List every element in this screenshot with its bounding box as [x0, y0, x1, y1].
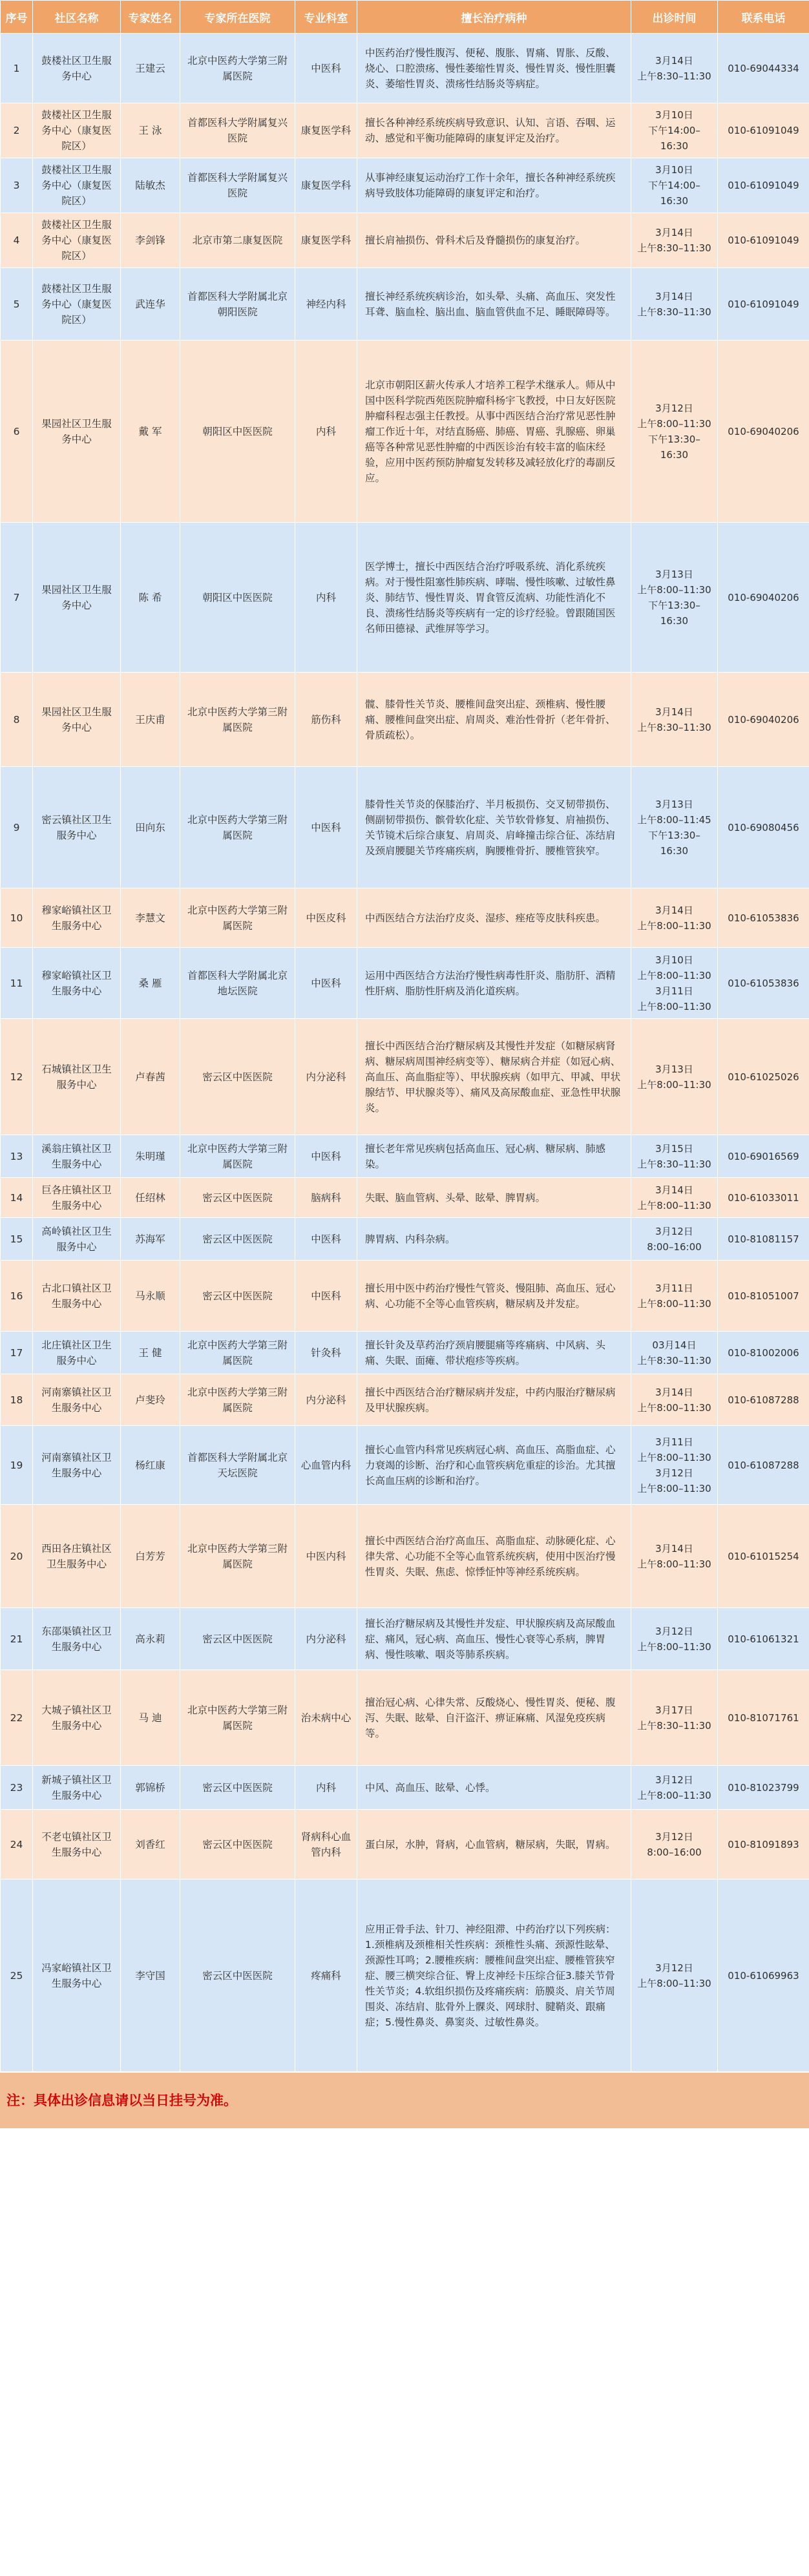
- cell-visit-time: [631, 213, 718, 268]
- cell-phone: 010-61069963: [718, 1880, 809, 2072]
- table-row: [1, 948, 809, 1019]
- cell-community: 高岭镇社区卫生服务中心: [33, 1218, 121, 1261]
- cell-no: 3: [1, 158, 33, 213]
- cell-phone: 010-69080456: [718, 767, 809, 888]
- cell-department: 疼痛科: [295, 1880, 357, 2072]
- cell-phone: 010-81091893: [718, 1810, 809, 1880]
- cell-hospital: 密云区中医医院: [180, 1019, 295, 1135]
- cell-department: 内科: [295, 340, 357, 523]
- visit-time-line: 上午8:00–11:30: [637, 919, 711, 932]
- cell-specialty: 髋、膝骨性关节炎、腰椎间盘突出症、颈椎病、慢性腰痛、腰椎间盘突出症、肩周炎、难治性骨折（老年骨折、骨质疏松）。: [357, 673, 631, 767]
- cell-expert-name: 朱明瑾: [121, 1135, 180, 1178]
- cell-community: 大城子镇社区卫生服务中心: [33, 1670, 121, 1766]
- cell-no: 15: [1, 1218, 33, 1261]
- table-row: [1, 1426, 809, 1505]
- visit-time-line: 03月14日: [652, 1339, 697, 1351]
- visit-time-line: 上午8:00–11:30: [637, 1640, 711, 1653]
- visit-time-line: 3月11日: [655, 985, 693, 997]
- cell-community: 东邵渠镇社区卫生服务中心: [33, 1608, 121, 1670]
- cell-visit-time: [631, 1426, 718, 1505]
- cell-hospital: 首都医科大学附属北京天坛医院: [180, 1426, 295, 1505]
- cell-department: 筋伤科: [295, 673, 357, 767]
- table-row: [1, 268, 809, 340]
- cell-expert-name: 武连华: [121, 268, 180, 340]
- table-row: [1, 1670, 809, 1766]
- cell-community: 河南寨镇社区卫生服务中心: [33, 1426, 121, 1505]
- cell-department: 康复医学科: [295, 103, 357, 158]
- cell-expert-name: 李剑锋: [121, 213, 180, 268]
- cell-visit-time: [631, 1019, 718, 1135]
- visit-time-line: 上午8:00–11:30: [637, 1451, 711, 1463]
- cell-community: 西田各庄镇社区卫生服务中心: [33, 1505, 121, 1608]
- cell-community: 鼓楼社区卫生服务中心（康复医院区）: [33, 268, 121, 340]
- cell-no: 7: [1, 523, 33, 673]
- cell-specialty: 中医药治疗慢性腹泻、便秘、腹胀、胃痛、胃胀、反酸、烧心、口腔溃疡、慢性萎缩性胃炎、慢性胃炎、慢性胆囊炎、萎缩性胃炎、溃疡性结肠炎等病症。: [357, 34, 631, 103]
- cell-specialty: 北京市朝阳区薪火传承人才培养工程学术继承人。师从中国中医科学院西苑医院肿瘤科杨宇飞教授，中日友好医院肿瘤科程志强主任教授。从事中西医结合治疗常见恶性肿瘤工作近十年，对结直肠癌、肺癌、胃癌、乳腺癌、卵巢癌等各种常见恶性肿瘤的中西医诊治有较丰富的临床经验，应用中医药预防肿瘤复发转移及减轻放化疗的毒副反应。: [357, 340, 631, 523]
- cell-expert-name: 陆敏杰: [121, 158, 180, 213]
- visit-time-line: 3月11日: [655, 1436, 693, 1448]
- cell-department: 康复医学科: [295, 213, 357, 268]
- cell-expert-name: 李慧文: [121, 888, 180, 948]
- cell-phone: 010-61025026: [718, 1019, 809, 1135]
- cell-no: 9: [1, 767, 33, 888]
- cell-phone: 010-61087288: [718, 1426, 809, 1505]
- cell-expert-name: 卢斐玲: [121, 1374, 180, 1426]
- visit-time-line: 3月12日: [655, 1625, 693, 1637]
- visit-time-line: 3月13日: [655, 568, 693, 580]
- visit-time-line: 3月15日: [655, 1142, 693, 1155]
- cell-specialty: 擅长中西医结合治疗糖尿病及其慢性并发症（如糖尿病肾病、糖尿病周围神经病变等）、糖尿病合并症（如冠心病、高血压、高血脂症等）、甲状腺疾病（如甲亢、甲减、甲状腺结节、甲状腺炎等）、痛风及高尿酸血症、亚急性甲状腺炎。: [357, 1019, 631, 1135]
- cell-specialty: 擅长治疗糖尿病及其慢性并发症、甲状腺疾病及高尿酸血症、痛风，冠心病、高血压、慢性心衰等心系病，脾胃病、慢性咳嗽、咽炎等肺系疾病。: [357, 1608, 631, 1670]
- cell-expert-name: 任绍林: [121, 1178, 180, 1218]
- cell-specialty: 擅治冠心病、心律失常、反酸烧心、慢性胃炎、便秘、腹泻、失眠、眩晕、自汗盗汗、痹证麻痛、风湿免疫疾病等。: [357, 1670, 631, 1766]
- cell-department: 肾病科心血管内科: [295, 1810, 357, 1880]
- cell-no: 13: [1, 1135, 33, 1178]
- cell-community: 冯家峪镇社区卫生服务中心: [33, 1880, 121, 2072]
- header-community: 社区名称: [33, 1, 121, 34]
- visit-time-line: 3月12日: [655, 1467, 693, 1479]
- visit-time-line: 3月13日: [655, 798, 693, 810]
- cell-expert-name: 苏海军: [121, 1218, 180, 1261]
- cell-hospital: 密云区中医医院: [180, 1810, 295, 1880]
- cell-phone: 010-69040206: [718, 340, 809, 523]
- cell-expert-name: 桑 雁: [121, 948, 180, 1019]
- visit-time-line: 上午8:00–11:30: [637, 1199, 711, 1211]
- visit-time-line: 上午8:00–11:30: [637, 1401, 711, 1414]
- cell-specialty: 运用中西医结合方法治疗慢性病毒性肝炎、脂肪肝、酒精性肝病、脂肪性肝病及消化道疾病。: [357, 948, 631, 1019]
- cell-visit-time: [631, 1332, 718, 1374]
- cell-department: 中医科: [295, 34, 357, 103]
- cell-expert-name: 卢春茜: [121, 1019, 180, 1135]
- cell-department: 中医科: [295, 1218, 357, 1261]
- table-row: [1, 1810, 809, 1880]
- table-row: [1, 1880, 809, 2072]
- cell-hospital: 北京中医药大学第三附属医院: [180, 888, 295, 948]
- visit-time-line: 上午8:00–11:30: [637, 1789, 711, 1801]
- cell-visit-time: [631, 1670, 718, 1766]
- cell-phone: 010-69040206: [718, 523, 809, 673]
- cell-community: 果园社区卫生服务中心: [33, 340, 121, 523]
- visit-time-line: 下午13:30–16:30: [648, 599, 700, 627]
- cell-hospital: 北京中医药大学第三附属医院: [180, 767, 295, 888]
- visit-time-line: 上午8:00–11:30: [637, 1977, 711, 1989]
- cell-department: 中医皮科: [295, 888, 357, 948]
- cell-department: 内分泌科: [295, 1608, 357, 1670]
- cell-phone: 010-81071761: [718, 1670, 809, 1766]
- cell-specialty: 擅长中西医结合治疗高血压、高脂血症、动脉硬化症、心律失常、心功能不全等心血管系统疾病，使用中医治疗慢性胃炎、失眠、焦虑、惊悸怔忡等神经系统疾病。: [357, 1505, 631, 1608]
- cell-expert-name: 王建云: [121, 34, 180, 103]
- cell-specialty: 应用正骨手法、针刀、神经阻滞、中药治疗以下列疾病：1.颈椎病及颈椎相关性疾病：颈椎性头痛、颈源性眩晕、颈源性耳鸣；2.腰椎疾病：腰椎间盘突出症、腰椎管狭窄症、腰三横突综合征、臀上皮神经卡压综合征3.膝关节骨性关节炎；4.软组织损伤及疼痛疾病：筋膜炎、肩关节周围炎、冻结肩、肱骨外上髁炎、网球肘、腱鞘炎、跟痛症；5.慢性鼻炎、鼻窦炎、过敏性鼻炎。: [357, 1880, 631, 2072]
- cell-phone: 010-61053836: [718, 888, 809, 948]
- cell-visit-time: [631, 1135, 718, 1178]
- cell-hospital: 首都医科大学附属复兴医院: [180, 158, 295, 213]
- cell-no: 21: [1, 1608, 33, 1670]
- cell-phone: 010-61087288: [718, 1374, 809, 1426]
- footer-note: 注：具体出诊信息请以当日挂号为准。: [0, 2072, 809, 2128]
- cell-phone: 010-61091049: [718, 103, 809, 158]
- table-row: [1, 340, 809, 523]
- cell-hospital: 北京中医药大学第三附属医院: [180, 1135, 295, 1178]
- visit-time-line: 3月10日: [655, 109, 693, 121]
- cell-phone: 010-61015254: [718, 1505, 809, 1608]
- header-specialty: 擅长治疗病种: [357, 1, 631, 34]
- visit-time-line: 3月10日: [655, 164, 693, 176]
- visit-time-line: 3月14日: [655, 1542, 693, 1555]
- cell-community: 北庄镇社区卫生服务中心: [33, 1332, 121, 1374]
- visit-time-line: 3月14日: [655, 290, 693, 302]
- cell-hospital: 密云区中医医院: [180, 1178, 295, 1218]
- cell-phone: 010-61091049: [718, 213, 809, 268]
- cell-community: 石城镇社区卫生服务中心: [33, 1019, 121, 1135]
- cell-hospital: 朝阳区中医医院: [180, 340, 295, 523]
- table-row: [1, 523, 809, 673]
- cell-expert-name: 高永莉: [121, 1608, 180, 1670]
- cell-specialty: 擅长老年常见疾病包括高血压、冠心病、糖尿病、肺感染。: [357, 1135, 631, 1178]
- header-no: 序号: [1, 1, 33, 34]
- cell-expert-name: 郭锦桥: [121, 1766, 180, 1810]
- cell-phone: 010-61033011: [718, 1178, 809, 1218]
- cell-specialty: 膝骨性关节炎的保膝治疗、半月板损伤、交叉韧带损伤、侧副韧带损伤、髌骨软化症、关节软骨修复、肩袖损伤、关节镜术后综合康复、肩周炎、肩峰撞击综合征、冻结肩及颈肩腰腿关节疼痛疾病，胸腰椎骨折、腰椎管狭窄。: [357, 767, 631, 888]
- cell-expert-name: 白芳芳: [121, 1505, 180, 1608]
- visit-time-line: 上午8:30–11:30: [637, 1354, 711, 1367]
- table-row: [1, 767, 809, 888]
- cell-specialty: 擅长用中医中药治疗慢性气管炎、慢阻肺、高血压、冠心病、心功能不全等心血管疾病，糖尿病及并发症。: [357, 1261, 631, 1332]
- cell-phone: 010-69016569: [718, 1135, 809, 1178]
- cell-specialty: 中风、高血压、眩晕、心悸。: [357, 1766, 631, 1810]
- cell-expert-name: 陈 希: [121, 523, 180, 673]
- cell-visit-time: [631, 1880, 718, 2072]
- header-phone: 联系电话: [718, 1, 809, 34]
- cell-hospital: 密云区中医医院: [180, 1880, 295, 2072]
- visit-time-line: 上午8:30–11:30: [637, 1719, 711, 1732]
- cell-specialty: 蛋白尿，水肿，肾病，心血管病，糖尿病，失眠，胃病。: [357, 1810, 631, 1880]
- visit-time-line: 上午8:30–11:30: [637, 1158, 711, 1170]
- visit-time-line: 3月12日: [655, 402, 693, 414]
- cell-phone: 010-81023799: [718, 1766, 809, 1810]
- cell-specialty: 从事神经康复运动治疗工作十余年，擅长各种神经系统疾病导致肢体功能障碍的康复评定和治疗。: [357, 158, 631, 213]
- cell-specialty: 脾胃病、内科杂病。: [357, 1218, 631, 1261]
- visit-time-line: 上午8:00–11:45: [637, 813, 711, 826]
- cell-department: 中医科: [295, 1135, 357, 1178]
- table-row: [1, 213, 809, 268]
- visit-time-line: 上午8:00–11:30: [637, 1078, 711, 1091]
- cell-community: 穆家峪镇社区卫生服务中心: [33, 888, 121, 948]
- cell-hospital: 北京市第二康复医院: [180, 213, 295, 268]
- visit-time-line: 3月12日: [655, 1962, 693, 1974]
- visit-time-line: 3月12日: [655, 1225, 693, 1237]
- visit-time-line: 3月14日: [655, 1386, 693, 1398]
- cell-visit-time: [631, 1810, 718, 1880]
- cell-specialty: 擅长各种神经系统疾病导致意识、认知、言语、吞咽、运动、感觉和平衡功能障碍的康复评定及治疗。: [357, 103, 631, 158]
- cell-no: 18: [1, 1374, 33, 1426]
- cell-specialty: 擅长肩袖损伤、骨科术后及脊髓损伤的康复治疗。: [357, 213, 631, 268]
- table-row: [1, 888, 809, 948]
- visit-time-line: 上午8:00–11:30: [637, 583, 711, 596]
- cell-community: 鼓楼社区卫生服务中心（康复医院区）: [33, 103, 121, 158]
- cell-specialty: 擅长中西医结合治疗糖尿病并发症，中药内服治疗糖尿病及甲状腺疾病。: [357, 1374, 631, 1426]
- cell-hospital: 北京中医药大学第三附属医院: [180, 673, 295, 767]
- cell-hospital: 首都医科大学附属北京地坛医院: [180, 948, 295, 1019]
- cell-no: 12: [1, 1019, 33, 1135]
- cell-phone: 010-61091049: [718, 158, 809, 213]
- cell-community: 河南寨镇社区卫生服务中心: [33, 1374, 121, 1426]
- cell-department: 内科: [295, 1766, 357, 1810]
- cell-specialty: 擅长心血管内科常见疾病冠心病、高血压、高脂血症、心力衰竭的诊断、治疗和心血管疾病危重症的诊治。尤其擅长高血压病的诊断和治疗。: [357, 1426, 631, 1505]
- cell-phone: 010-69040206: [718, 673, 809, 767]
- table-row: [1, 1178, 809, 1218]
- cell-hospital: 北京中医药大学第三附属医院: [180, 1332, 295, 1374]
- cell-visit-time: [631, 523, 718, 673]
- cell-no: 11: [1, 948, 33, 1019]
- cell-specialty: 失眠、脑血管病、头晕、眩晕、脾胃病。: [357, 1178, 631, 1218]
- cell-no: 4: [1, 213, 33, 268]
- cell-community: 密云镇社区卫生服务中心: [33, 767, 121, 888]
- cell-no: 6: [1, 340, 33, 523]
- cell-no: 2: [1, 103, 33, 158]
- table-header-row: [1, 1, 809, 34]
- cell-visit-time: [631, 1608, 718, 1670]
- table-row: [1, 158, 809, 213]
- cell-department: 中医科: [295, 767, 357, 888]
- visit-time-line: 下午14:00–16:30: [648, 125, 700, 152]
- cell-hospital: 北京中医药大学第三附属医院: [180, 1505, 295, 1608]
- cell-phone: 010-69044334: [718, 34, 809, 103]
- cell-no: 23: [1, 1766, 33, 1810]
- visit-time-line: 上午8:30–11:30: [637, 242, 711, 254]
- table-row: [1, 1261, 809, 1332]
- visit-time-line: 3月10日: [655, 954, 693, 966]
- cell-visit-time: [631, 34, 718, 103]
- cell-visit-time: [631, 158, 718, 213]
- cell-visit-time: [631, 1374, 718, 1426]
- cell-specialty: 擅长神经系统疾病诊治，如头晕、头痛、高血压、突发性耳聋、脑血栓、脑出血、脑血管供血不足、睡眠障碍等。: [357, 268, 631, 340]
- visit-time-line: 3月11日: [655, 1282, 693, 1294]
- cell-community: 溪翁庄镇社区卫生服务中心: [33, 1135, 121, 1178]
- cell-community: 鼓楼社区卫生服务中心（康复医院区）: [33, 158, 121, 213]
- cell-hospital: 密云区中医医院: [180, 1766, 295, 1810]
- visit-time-line: 上午8:00–11:30: [637, 1482, 711, 1494]
- visit-time-line: 3月14日: [655, 54, 693, 67]
- cell-visit-time: [631, 948, 718, 1019]
- cell-hospital: 密云区中医医院: [180, 1218, 295, 1261]
- header-visit-time: 出诊时间: [631, 1, 718, 34]
- table-row: [1, 1019, 809, 1135]
- cell-department: 神经内科: [295, 268, 357, 340]
- visit-time-line: 上午8:00–11:30: [637, 1000, 711, 1012]
- visit-time-line: 上午8:30–11:30: [637, 306, 711, 318]
- cell-department: 心血管内科: [295, 1426, 357, 1505]
- cell-expert-name: 马 迪: [121, 1670, 180, 1766]
- table-row: [1, 1332, 809, 1374]
- visit-time-line: 3月14日: [655, 1184, 693, 1196]
- cell-visit-time: [631, 767, 718, 888]
- visit-time-line: 3月12日: [655, 1830, 693, 1843]
- cell-expert-name: 马永顺: [121, 1261, 180, 1332]
- cell-no: 1: [1, 34, 33, 103]
- cell-phone: 010-61053836: [718, 948, 809, 1019]
- cell-department: 中医内科: [295, 1505, 357, 1608]
- header-department: 专业科室: [295, 1, 357, 34]
- cell-department: 内分泌科: [295, 1374, 357, 1426]
- cell-no: 19: [1, 1426, 33, 1505]
- cell-phone: 010-61061321: [718, 1608, 809, 1670]
- visit-time-line: 上午8:00–11:30: [637, 1558, 711, 1570]
- header-hospital: 专家所在医院: [180, 1, 295, 34]
- cell-community: 不老屯镇社区卫生服务中心: [33, 1810, 121, 1880]
- visit-time-line: 3月17日: [655, 1704, 693, 1716]
- cell-expert-name: 田向东: [121, 767, 180, 888]
- cell-specialty: 医学博士，擅长中西医结合治疗呼吸系统、消化系统疾病。对于慢性阻塞性肺疾病、哮喘、慢性咳嗽、过敏性鼻炎、肺结节、慢性胃炎、胃食管反流病、功能性消化不良、溃疡性结肠炎等疾病有一定的诊疗经验。曾跟随国医名师田德禄、武维屏等学习。: [357, 523, 631, 673]
- cell-hospital: 密云区中医医院: [180, 1608, 295, 1670]
- cell-hospital: 密云区中医医院: [180, 1261, 295, 1332]
- cell-department: 针灸科: [295, 1332, 357, 1374]
- cell-no: 8: [1, 673, 33, 767]
- cell-hospital: 首都医科大学附属复兴医院: [180, 103, 295, 158]
- cell-visit-time: [631, 888, 718, 948]
- cell-visit-time: [631, 1505, 718, 1608]
- cell-department: 脑病科: [295, 1178, 357, 1218]
- cell-department: 内科: [295, 523, 357, 673]
- visit-time-line: 3月12日: [655, 1774, 693, 1786]
- cell-hospital: 北京中医药大学第三附属医院: [180, 1374, 295, 1426]
- cell-community: 穆家峪镇社区卫生服务中心: [33, 948, 121, 1019]
- table-row: [1, 34, 809, 103]
- visit-time-line: 上午8:00–11:30: [637, 417, 711, 430]
- table-row: [1, 1608, 809, 1670]
- visit-time-line: 下午13:30–16:30: [648, 829, 700, 857]
- cell-expert-name: 刘香红: [121, 1810, 180, 1880]
- cell-community: 古北口镇社区卫生服务中心: [33, 1261, 121, 1332]
- cell-hospital: 首都医科大学附属北京朝阳医院: [180, 268, 295, 340]
- cell-visit-time: [631, 268, 718, 340]
- header-expert-name: 专家姓名: [121, 1, 180, 34]
- cell-visit-time: [631, 340, 718, 523]
- cell-hospital: 北京中医药大学第三附属医院: [180, 1670, 295, 1766]
- cell-community: 果园社区卫生服务中心: [33, 673, 121, 767]
- visit-time-line: 8:00–16:00: [647, 1846, 702, 1858]
- cell-hospital: 朝阳区中医医院: [180, 523, 295, 673]
- cell-department: 治未病中心: [295, 1670, 357, 1766]
- cell-expert-name: 杨红康: [121, 1426, 180, 1505]
- visit-time-line: 上午8:30–11:30: [637, 70, 711, 82]
- cell-department: 中医科: [295, 1261, 357, 1332]
- cell-visit-time: [631, 1218, 718, 1261]
- visit-time-line: 3月14日: [655, 706, 693, 718]
- cell-phone: 010-81002006: [718, 1332, 809, 1374]
- visit-time-line: 下午14:00–16:30: [648, 180, 700, 207]
- visit-time-line: 上午8:00–11:30: [637, 1297, 711, 1310]
- cell-community: 果园社区卫生服务中心: [33, 523, 121, 673]
- table-row: [1, 1135, 809, 1178]
- cell-expert-name: 王 泳: [121, 103, 180, 158]
- table-row: [1, 1218, 809, 1261]
- cell-visit-time: [631, 1261, 718, 1332]
- cell-department: 内分泌科: [295, 1019, 357, 1135]
- cell-specialty: 中西医结合方法治疗皮炎、湿疹、痤疮等皮肤科疾患。: [357, 888, 631, 948]
- cell-no: 22: [1, 1670, 33, 1766]
- cell-no: 16: [1, 1261, 33, 1332]
- cell-visit-time: [631, 1178, 718, 1218]
- cell-hospital: 北京中医药大学第三附属医院: [180, 34, 295, 103]
- table-row: [1, 673, 809, 767]
- cell-expert-name: 李守国: [121, 1880, 180, 2072]
- visit-time-line: 下午13:30–16:30: [648, 433, 700, 461]
- table-row: [1, 1505, 809, 1608]
- cell-visit-time: [631, 103, 718, 158]
- table-row: [1, 103, 809, 158]
- cell-no: 10: [1, 888, 33, 948]
- cell-department: 康复医学科: [295, 158, 357, 213]
- visit-time-line: 3月14日: [655, 227, 693, 238]
- cell-expert-name: 戴 军: [121, 340, 180, 523]
- cell-visit-time: [631, 673, 718, 767]
- cell-community: 鼓楼社区卫生服务中心: [33, 34, 121, 103]
- visit-time-line: 3月13日: [655, 1063, 693, 1075]
- cell-expert-name: 王 健: [121, 1332, 180, 1374]
- table-row: [1, 1374, 809, 1426]
- cell-community: 巨各庄镇社区卫生服务中心: [33, 1178, 121, 1218]
- cell-community: 新城子镇社区卫生服务中心: [33, 1766, 121, 1810]
- cell-phone: 010-81081157: [718, 1218, 809, 1261]
- cell-department: 中医科: [295, 948, 357, 1019]
- cell-no: 5: [1, 268, 33, 340]
- cell-community: 鼓楼社区卫生服务中心（康复医院区）: [33, 213, 121, 268]
- cell-no: 17: [1, 1332, 33, 1374]
- cell-expert-name: 王庆甫: [121, 673, 180, 767]
- cell-no: 14: [1, 1178, 33, 1218]
- visit-time-line: 上午8:30–11:30: [637, 721, 711, 733]
- cell-phone: 010-61091049: [718, 268, 809, 340]
- cell-specialty: 擅长针灸及草药治疗颈肩腰腿痛等疼痛病、中风病、头痛、失眠、面瘫、带状疱疹等疾病。: [357, 1332, 631, 1374]
- cell-phone: 010-81051007: [718, 1261, 809, 1332]
- visit-time-line: 3月14日: [655, 904, 693, 916]
- table-row: [1, 1766, 809, 1810]
- cell-no: 25: [1, 1880, 33, 2072]
- visit-time-line: 上午8:00–11:30: [637, 969, 711, 981]
- cell-no: 20: [1, 1505, 33, 1608]
- cell-no: 24: [1, 1810, 33, 1880]
- cell-visit-time: [631, 1766, 718, 1810]
- visit-time-line: 8:00–16:00: [647, 1241, 702, 1253]
